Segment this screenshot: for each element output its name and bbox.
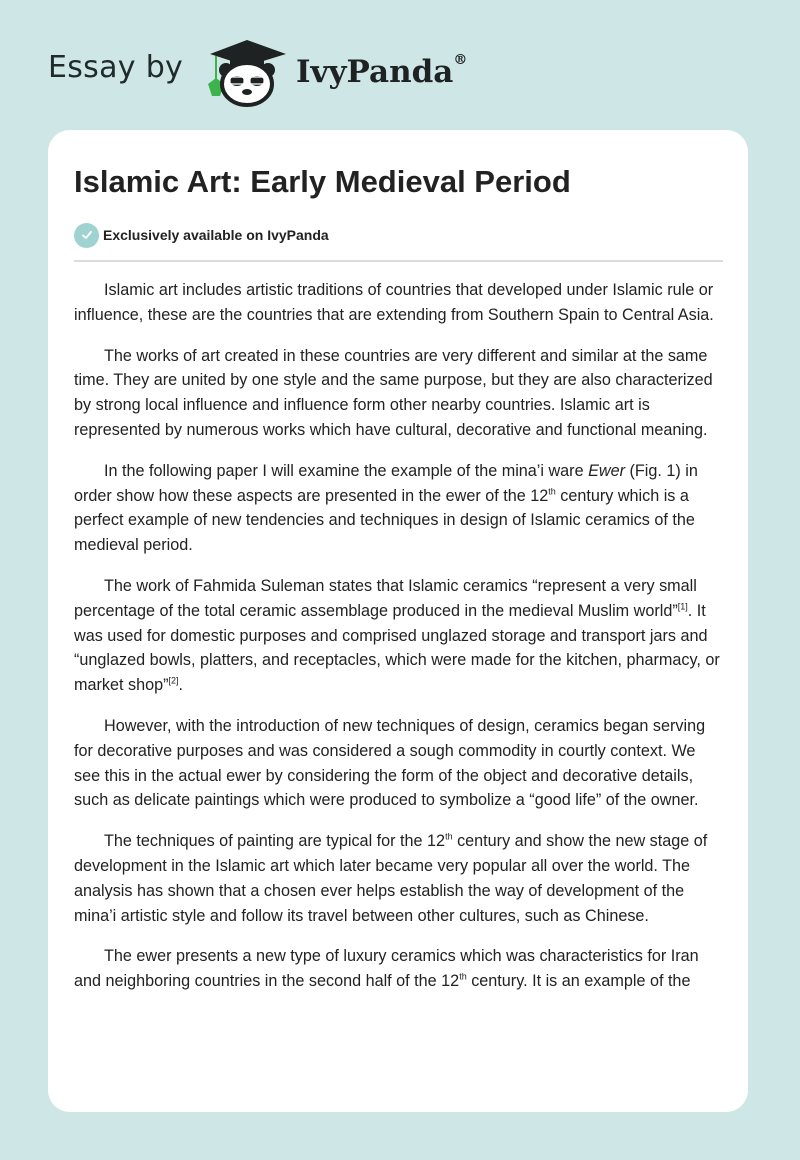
paragraph: Islamic art includes artistic traditions of countries that developed under Islamic rule or influence, these are the countries that are extending from Southern Spain to Central Asia. bbox=[74, 281, 714, 324]
paragraph: The works of art created in these countries are very different and similar at the same time. They are united by one style and the same purpose, but they are also characterized by strong local influence and influence form other nearby countries. Islamic art is represented by numerous works which have cultural, decorative and functional meaning. bbox=[74, 346, 713, 439]
paragraph: However, with the introduction of new techniques of design, ceramics began serving for decorative purposes and was considered a sough commodity in courtly context. We see this in the actual ewer by considering the form of the object and decorative details, such as delicate paintings which were produced to symbolize a “good life” of the owner. bbox=[74, 716, 706, 810]
ivypanda-brand[interactable]: IvyPanda® bbox=[296, 52, 468, 90]
page-title: Islamic Art: Early Medieval Period bbox=[74, 164, 571, 199]
paragraph: In the following paper I will examine the example of the mina’i ware Ewer (Fig. 1) in order show how these aspects are presented in the ewer of the 12th century which is a perfect example of new tendencies and techniques in design of Islamic ceramics of the medieval period. bbox=[74, 461, 698, 555]
panda-graduate-logo-icon[interactable] bbox=[202, 36, 292, 108]
check-circle-icon bbox=[74, 223, 99, 248]
site-header bbox=[0, 0, 800, 130]
exclusive-badge bbox=[74, 222, 329, 248]
essay-card bbox=[48, 130, 748, 1112]
footnote-ref-2[interactable]: [2] bbox=[168, 675, 179, 686]
exclusive-badge-text: Exclusively available on IvyPanda bbox=[103, 227, 329, 243]
artwork-title: Ewer bbox=[588, 461, 625, 480]
footnote-ref-1[interactable]: [1] bbox=[677, 601, 688, 612]
divider bbox=[74, 260, 723, 262]
paragraph: The work of Fahmida Suleman states that Islamic ceramics “represent a very small percentage of the total ceramic assemblage produced in the medieval Muslim world”[1]. It was used for domestic purposes and comprised unglazed storage and transport jars and “unglazed bowls, platters, and receptacles, which were made for the kitchen, pharmacy, or market shop”[2]. bbox=[74, 576, 720, 695]
essay-body bbox=[74, 278, 726, 1010]
essay-by-label: Essay by bbox=[48, 50, 184, 85]
paragraph: The techniques of painting are typical for the 12th century and show the new stage of development in the Islamic art which later became very popular all over the world. The analysis has shown that a chosen ever helps establish the way of development of the mina’i artistic style and follow its travel between other cultures, such as Chinese. bbox=[74, 831, 708, 925]
paragraph: The ewer presents a new type of luxury ceramics which was characteristics for Iran and neighboring countries in the second half of the 12th century. It is an example of the bbox=[74, 947, 699, 991]
